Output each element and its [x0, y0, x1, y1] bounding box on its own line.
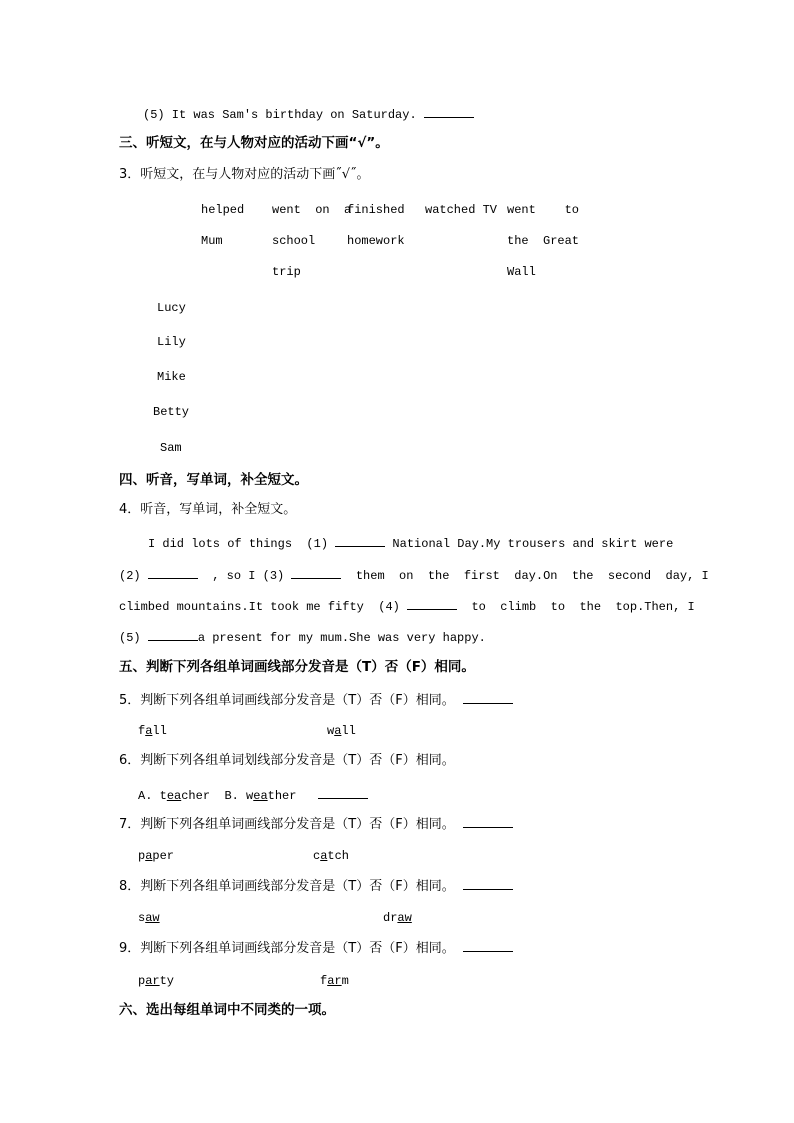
section-4-heading: 四、听音，写单词，补全短文。 — [119, 472, 308, 488]
word-a: party — [138, 974, 175, 988]
q2-item-5: (5) It was Sam's birthday on Saturday. — [143, 105, 474, 123]
passage-line: I did lots of things (1) National Day.My trousers and skirt were — [148, 534, 673, 552]
activity-header: trip — [272, 265, 301, 279]
passage-line: (5) a present for my mum.She was very happy. — [119, 628, 486, 646]
answer-blank[interactable] — [463, 691, 513, 704]
word-b: catch — [313, 849, 350, 863]
answer-blank[interactable] — [318, 786, 368, 799]
answer-blank[interactable] — [463, 877, 513, 890]
word-b: farm — [320, 974, 349, 988]
question-6: 6．判断下列各组单词划线部分发音是（T）否（F）相同。 — [119, 753, 455, 768]
question-9: 9．判断下列各组单词画线部分发音是（T）否（F）相同。 — [119, 939, 513, 957]
activity-header: finished — [347, 203, 405, 217]
activity-header: watched TV — [425, 203, 498, 217]
answer-blank[interactable] — [407, 597, 457, 610]
question-7: 7．判断下列各组单词画线部分发音是（T）否（F）相同。 — [119, 815, 513, 833]
word-a: saw — [138, 911, 160, 925]
word-b: wall — [327, 724, 356, 738]
word-b: draw — [383, 911, 412, 925]
person-name: Mike — [157, 370, 186, 384]
section-6-heading: 六、选出每组单词中不同类的一项。 — [119, 1002, 335, 1018]
activity-header: helped — [201, 203, 245, 217]
question-3: 3．听短文，在与人物对应的活动下画˝√˝。 — [119, 167, 370, 182]
person-name: Lucy — [157, 301, 186, 315]
passage-line: climbed mountains.It took me fifty (4) to climb to the top.Then, I — [119, 597, 695, 615]
activity-header: Wall — [507, 265, 536, 279]
person-name: Sam — [160, 441, 182, 455]
activity-header: school — [272, 234, 316, 248]
answer-blank[interactable] — [463, 815, 513, 828]
person-name: Lily — [157, 335, 186, 349]
answer-blank[interactable] — [335, 534, 385, 547]
word-a: fall — [138, 724, 167, 738]
person-name: Betty — [153, 405, 190, 419]
activity-header: went on a — [272, 203, 352, 217]
word-pair: A. teacher B. weather — [138, 786, 368, 804]
activity-header: Mum — [201, 234, 223, 248]
answer-blank[interactable] — [148, 566, 198, 579]
answer-blank[interactable] — [424, 105, 474, 118]
section-3-heading: 三、听短文，在与人物对应的活动下画“√”。 — [119, 135, 389, 151]
answer-blank[interactable] — [148, 628, 198, 641]
activity-header: the Great — [507, 234, 580, 248]
activity-header: homework — [347, 234, 405, 248]
answer-blank[interactable] — [291, 566, 341, 579]
activity-header: went to — [507, 203, 580, 217]
question-8: 8．判断下列各组单词画线部分发音是（T）否（F）相同。 — [119, 877, 513, 895]
question-4: 4．听音，写单词，补全短文。 — [119, 502, 297, 517]
section-5-heading: 五、判断下列各组单词画线部分发音是（T）否（F）相同。 — [119, 659, 475, 675]
answer-blank[interactable] — [463, 939, 513, 952]
word-a: paper — [138, 849, 175, 863]
question-5: 5．判断下列各组单词画线部分发音是（T）否（F）相同。 — [119, 691, 513, 709]
passage-line: (2) , so I (3) them on the first day.On the second day, I — [119, 566, 709, 584]
